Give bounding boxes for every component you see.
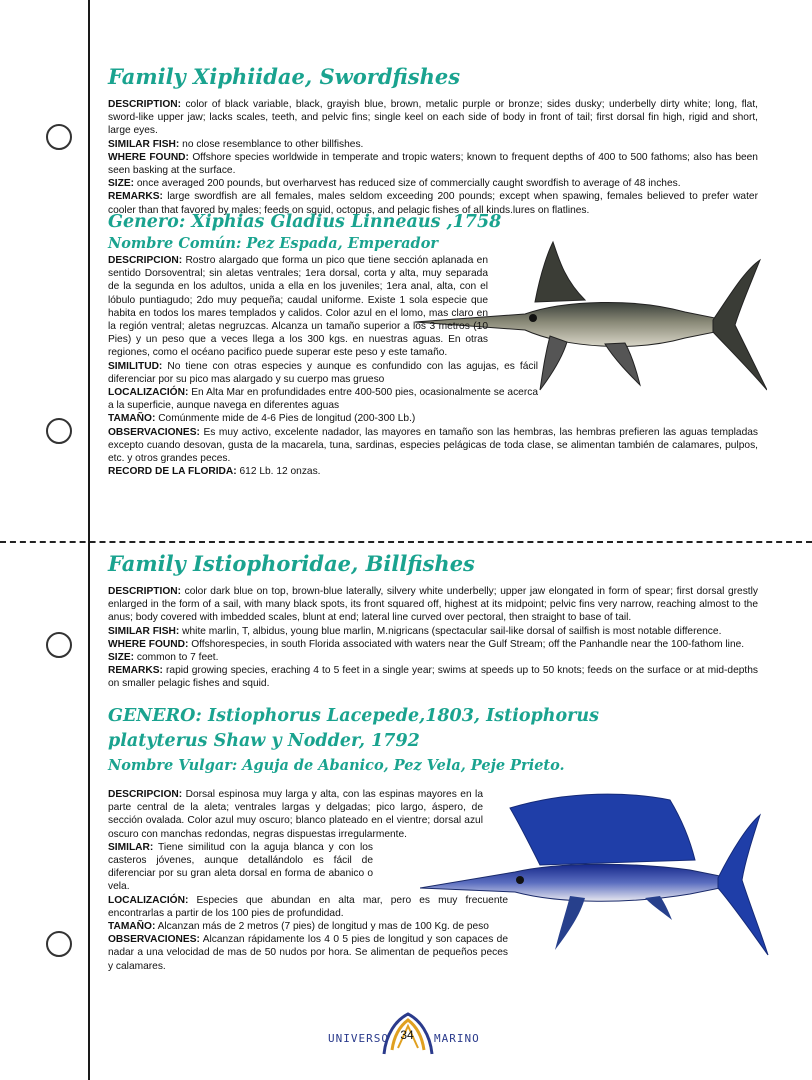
similar-fish-paragraph: SIMILAR FISH: no close resemblance to other billfishes. [108,138,364,150]
observaciones-paragraph: OBSERVACIONES: Alcanzan rápidamente los 4 0 5 pies de longitud y son capaces de nadar a una velocidad de mas de 50 nudos por hora. Se alimentan de pequeños peces y calamares. [108,934,508,972]
where-found-paragraph: WHERE FOUND: Offshore species worldwide in temperate and tropic waters; known to frequent depths of 400 to 500 fathoms; also has been seen basking at the surface. [108,151,758,177]
spanish-description-narrow [108,254,488,360]
size-paragraph: SIZE: once averaged 200 pounds, but overharvest has reduced size of commercially caught swordfish to average of 48 inches. [108,178,681,190]
tamano-paragraph: TAMAÑO: Alcanzan más de 2 metros (7 pies) de longitud y mas de 100 Kg. de peso [108,921,489,933]
similitud-paragraph: SIMILITUD: No tiene con otras especies y aunque es confundido con las agujas, es fácil diferenciar por su pico mas alargado y su cuerpo mas grueso [108,360,538,385]
family-title: Family Xiphiidae, Swordfishes [108,64,461,89]
localizacion-paragraph: LOCALIZACIÓN: En Alta Mar en profundidades entre 400-500 pies, ocasionalmente se acerca a la superficie, aunque navega en diferentes aguas [108,387,538,412]
remarks-paragraph: REMARKS: large swordfish are all females, males seldom exceeding 200 pounds; except when spawing, females believed to prefer water cooler than that favored by males; feeds on squid, octopus, and pelagic fishes of all kinds.lures on flatlines. [108,191,758,216]
english-description [108,585,758,691]
spanish-description-mid [108,360,538,426]
remarks-paragraph: REMARKS: rapid growing species, eraching 4 to 5 feet in a single year; swims at speeds up to 50 knots; feeds on the surface or at mid-depths on smaller pelagic fishes and squid. [108,665,758,690]
section-sailfish-genus [108,706,758,973]
footer-word-right: MARINO [434,1032,480,1045]
common-name-title: Nombre Común: Pez Espada, Emperador [108,235,439,252]
binder-margin-line [88,0,90,1080]
family-title: Family Istiophoridae, Billfishes [108,551,475,576]
genus-title-line1: GENERO: Istiophorus Lacepede,1803, Istiophorus [108,706,599,726]
spanish-description-wide [108,894,508,973]
localizacion-paragraph: LOCALIZACIÓN: Especies que abundan en alta mar, pero es muy frecuente encontrarlas a partir de los 100 pies de profundidad. [108,894,508,919]
spanish-description-wide [108,426,758,479]
cut-line [0,541,812,543]
binder-hole [46,124,72,150]
description-paragraph: DESCRIPTION: color of black variable, black, grayish blue, brown, metalic purple or bronze; sides dusky; underbelly dirty white; long, flat, sword-like upper jaw; lacks scales, teeth, and pelvic fins; single keel on each side of body in front of tail; first dorsal fin high, rigid and short, large eyes. [108,99,758,137]
section-billfishes [108,551,758,691]
genus-title: Genero: Xiphias Gladius Linneaus ,1758 [108,212,502,232]
descripcion-paragraph: DESCRIPCION: Dorsal espinosa muy larga y alta, con las espinas mayores en la parte central de la aleta; ventrales largas y delgadas; pico largo, áspero, de sección ovalada. Color azul muy oscuro; blanco plateado en el vientre; dorsal azul oscuro con manchas redondas, negras dispuestas irregularmente. [108,789,483,840]
footer-word-left: UNIVERSO [328,1032,389,1045]
descripcion-paragraph: DESCRIPCION: Rostro alargado que forma un pico que tiene sección aplanada en sentido Dorsoventral; sin aletas ventrales; 1era dorsal, corta y alta, muy separada de la segunda en los adultos, unida a ella en los juveniles; 1era anal, alta, con el lóbulo puntiagudo; 2do muy pequeña; caudal uniforme. Existe 1 sola especie que habita en todos los mares templados y calidos. Color azul en el lomo, mas claro en la región ventral; aletas negruzcas. Alcanza un tamaño superior a los 3 metros (10 Pies) y un peso que a veces llega a los 300 kgs. en nuestras aguas. En otras regiones, como el océano pacifico puede superar este peso y este tamaño. [108,255,488,359]
binder-hole [46,931,72,957]
similar-paragraph: SIMILAR: Tiene similitud con la aguja blanca y con los casteros jóvenes, aunque detallándolo es fácil de diferenciar por su gran aleta dorsal en forma de abanico o vela. [108,841,374,893]
footer-logo [300,1010,512,1060]
common-name-title: Nombre Vulgar: Aguja de Abanico, Pez Vela, Peje Prieto. [108,757,565,774]
binder-hole [46,632,72,658]
description-paragraph: DESCRIPTION: color dark blue on top, brown-blue laterally, silvery white underbelly; upper jaw elongated in form of spear; first dorsal grestly enlarged in the form of a sail, with many black spots, its front squared off, highest at its midpoint; pelvic fins very narrow, reaching almost to the anus; body covered with imbedded scales, blunt at end; lateral line curved over pectoral, then straight to base of tail. [108,586,758,624]
binder-hole [46,418,72,444]
observaciones-paragraph: OBSERVACIONES: Es muy activo, excelente nadador, las mayores en tamaño son las hembras, las hembras prefieren las aguas templadas excepto cuando desovan, gusta de la macarela, tuna, sardinas, especies pelágicas de toda clase, se alimentan también de calamares, pulpos, etc. y otros grandes peces. [108,426,758,465]
section-swordfish-genus [108,212,758,478]
section-swordfish [108,64,758,217]
english-description [108,98,758,217]
where-found-paragraph: WHERE FOUND: Offshorespecies, in south Florida associated with waters near the Gulf Stream; off the Panhandle near the 100-fathom line. [108,638,745,650]
tamano-paragraph: TAMAÑO: Comúnmente mide de 4-6 Pies de longitud (200-300 Lb.) [108,413,416,425]
spanish-description-narrow [108,788,483,894]
record-paragraph: RECORD DE LA FLORIDA: 612 Lb. 12 onzas. [108,466,321,478]
genus-title-line2: platyterus Shaw y Nodder, 1792 [108,731,420,751]
size-paragraph: SIZE: common to 7 feet. [108,652,219,664]
page-number: 34 [400,1028,414,1042]
similar-fish-paragraph: SIMILAR FISH: white marlin, T, albidus, young blue marlin, M.nigricans (spectacular sail-like dorsal of sailfish is most notable difference. [108,625,722,637]
